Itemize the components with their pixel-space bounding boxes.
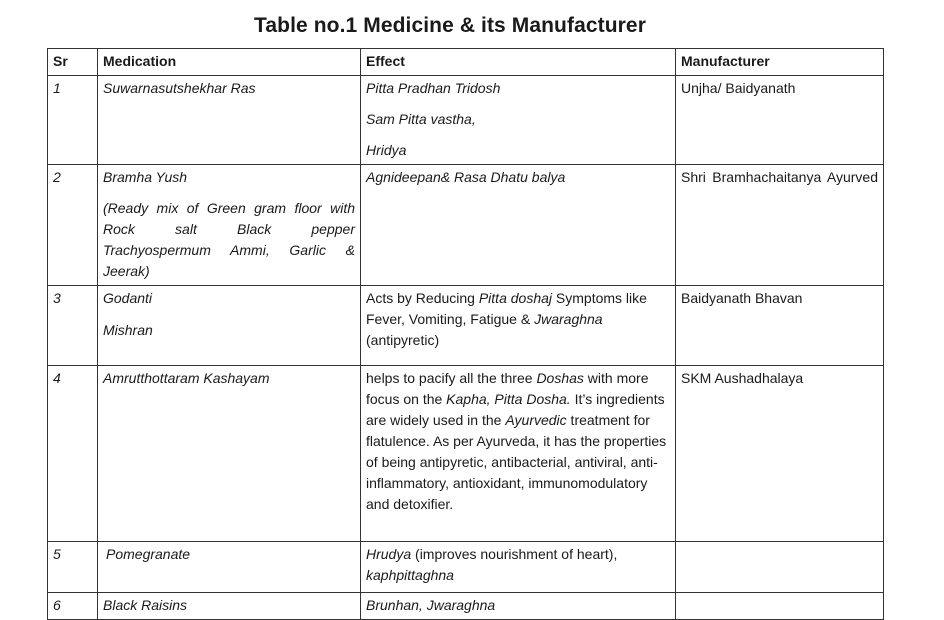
table-row <box>48 286 884 366</box>
sr-cell: 2 <box>48 165 98 286</box>
medicine-table <box>47 48 884 620</box>
medication-note: (Ready mix of Green gram floor with Rock salt Black pepper Trachyospermum Ammi, Garlic & Jeerak) <box>103 200 355 279</box>
medication-cell: Amrutthottaram Kashayam <box>98 366 361 542</box>
effect-text: (improves nourishment of heart), <box>411 546 618 562</box>
sr-cell: 3 <box>48 286 98 366</box>
effect-term: Hrudya <box>366 546 412 562</box>
medication-cell: Pomegranate <box>98 542 361 593</box>
sr-cell: 5 <box>48 542 98 593</box>
effect-cell <box>361 286 676 366</box>
medication-name: Godanti <box>103 290 153 306</box>
effect-term: Doshas <box>536 370 584 386</box>
manufacturer-cell: SKM Aushadhalaya <box>676 366 884 542</box>
header-manufacturer: Manufacturer <box>676 49 884 76</box>
medication-cell: Suwarnasutshekhar Ras <box>98 76 361 165</box>
effect-cell: Agnideepan& Rasa Dhatu balya <box>361 165 676 286</box>
effect-text: with more focus on the <box>366 370 649 407</box>
effect-term: Kapha, Pitta Dosha. <box>446 391 571 407</box>
effect-cell: Brunhan, Jwaraghna <box>361 593 676 620</box>
effect-term: Jwaraghna <box>534 311 603 327</box>
effect-cell <box>361 366 676 542</box>
effect-term: Pitta doshaj <box>478 290 553 306</box>
manufacturer-cell: Unjha/ Baidyanath <box>676 76 884 165</box>
effect-cell <box>361 542 676 593</box>
table-row <box>48 165 884 286</box>
manufacturer-cell: Shri Bramhachaitanya Ayurved <box>676 165 884 286</box>
manufacturer-cell: Baidyanath Bhavan <box>676 286 884 366</box>
manufacturer-cell <box>676 542 884 593</box>
medication-name: Bramha Yush <box>103 169 188 185</box>
header-effect: Effect <box>361 49 676 76</box>
effect-text: helps to pacify all the three <box>366 370 537 386</box>
header-sr: Sr <box>48 49 98 76</box>
effect-line: Pitta Pradhan Tridosh <box>366 80 501 96</box>
table-row <box>48 593 884 620</box>
effect-text: Symptoms like Fever, Vomiting, Fatigue & <box>366 290 647 327</box>
header-medication: Medication <box>98 49 361 76</box>
effect-text: Acts by Reducing <box>366 290 479 306</box>
effect-text: treatment for flatulence. As per Ayurveda, it has the properties of being antipyretic, antibacterial, antiviral, anti-inflammatory, antioxidant, immunomodulatory and detoxifier. <box>366 412 667 512</box>
medication-cell <box>98 165 361 286</box>
table-row <box>48 366 884 542</box>
table-header-row <box>48 49 884 76</box>
medication-cell: Black Raisins <box>98 593 361 620</box>
effect-text: (antipyretic) <box>366 332 440 348</box>
effect-text: It’s ingredients are widely used in the <box>366 391 665 428</box>
medication-name-line2: Mishran <box>103 322 153 338</box>
effect-line: Sam Pitta vastha, <box>366 111 476 127</box>
table-row <box>48 76 884 165</box>
medication-cell <box>98 286 361 366</box>
table-row <box>48 542 884 593</box>
table-title: Table no.1 Medicine & its Manufacturer <box>254 14 646 37</box>
effect-term: Ayurvedic <box>505 412 567 428</box>
effect-cell <box>361 76 676 165</box>
sr-cell: 1 <box>48 76 98 165</box>
effect-term: kaphpittaghna <box>366 567 454 583</box>
sr-cell: 4 <box>48 366 98 542</box>
manufacturer-cell <box>676 593 884 620</box>
sr-cell: 6 <box>48 593 98 620</box>
effect-line: Hridya <box>366 142 407 158</box>
